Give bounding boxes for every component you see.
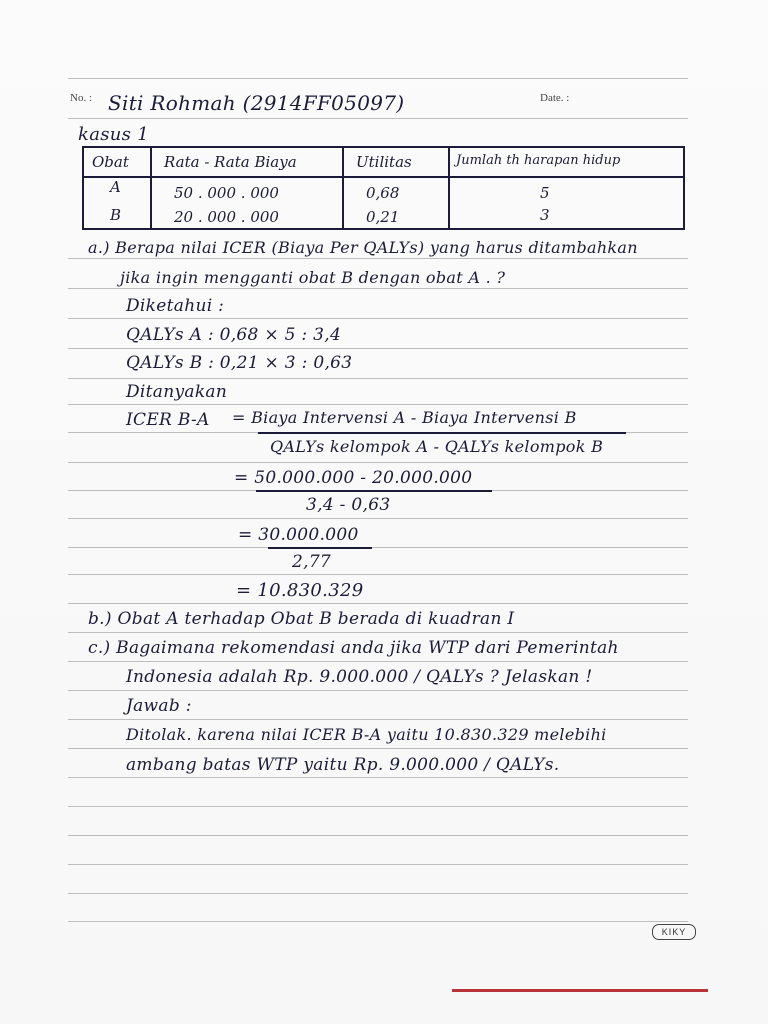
step2-fraction-line bbox=[268, 547, 372, 549]
table-header-cell: Jumlah th harapan hidup bbox=[456, 153, 621, 168]
step1-numerator: = 50.000.000 - 20.000.000 bbox=[234, 468, 473, 488]
table-cell: 5 bbox=[540, 184, 550, 202]
ruled-line bbox=[68, 78, 688, 79]
table-col-divider bbox=[150, 148, 152, 228]
qaly-b-calc: QALYs B : 0,21 × 3 : 0,63 bbox=[126, 353, 353, 373]
table-col-divider bbox=[342, 148, 344, 228]
ruled-line bbox=[68, 118, 688, 119]
ruled-line bbox=[68, 258, 688, 259]
table-header-cell: Rata - Rata Biaya bbox=[164, 153, 297, 171]
question-c-line2: Indonesia adalah Rp. 9.000.000 / QALYs ? Jelaskan ! bbox=[126, 667, 593, 687]
case-title: kasus 1 bbox=[78, 124, 149, 145]
jawab-label: Jawab : bbox=[126, 696, 192, 716]
drug-table bbox=[82, 146, 685, 230]
table-header-cell: Obat bbox=[92, 153, 129, 171]
ruled-line bbox=[68, 748, 688, 749]
answer-line2: ambang batas WTP yaitu Rp. 9.000.000 / QALYs. bbox=[126, 755, 560, 775]
formula-numerator: = Biaya Intervensi A - Biaya Intervensi B bbox=[232, 408, 577, 427]
ruled-line bbox=[68, 835, 688, 836]
ditanyakan-label: Ditanyakan bbox=[126, 382, 228, 402]
ruled-line bbox=[68, 378, 688, 379]
diketahui-label: Diketahui : bbox=[126, 296, 225, 316]
question-b-line1: b.) Obat A terhadap Obat B berada di kuadran I bbox=[88, 609, 515, 629]
answer-line1: Ditolak. karena nilai ICER B-A yaitu 10.830.329 melebihi bbox=[126, 725, 607, 744]
ruled-line bbox=[68, 603, 688, 604]
ruled-line bbox=[68, 690, 688, 691]
ruled-line bbox=[68, 893, 688, 894]
ruled-line bbox=[68, 661, 688, 662]
ruled-line bbox=[68, 921, 688, 922]
step2-numerator: = 30.000.000 bbox=[238, 525, 359, 545]
table-cell: 50 . 000 . 000 bbox=[174, 184, 279, 202]
table-cell: 0,68 bbox=[366, 184, 400, 202]
notebook-brand: KIKY bbox=[652, 924, 696, 940]
ruled-line bbox=[68, 348, 688, 349]
ruled-line bbox=[68, 632, 688, 633]
table-header-cell: Utilitas bbox=[356, 153, 412, 171]
ruled-line bbox=[68, 547, 688, 548]
no-label: No. : bbox=[70, 92, 92, 104]
qaly-a-calc: QALYs A : 0,68 × 5 : 3,4 bbox=[126, 325, 342, 345]
table-cell: A bbox=[110, 178, 121, 196]
step1-fraction-line bbox=[256, 490, 492, 492]
author-name: Siti Rohmah (2914FF05097) bbox=[108, 91, 405, 115]
icer-result: = 10.830.329 bbox=[236, 580, 364, 601]
question-a-line1: a.) Berapa nilai ICER (Biaya Per QALYs) yang harus ditambahkan bbox=[88, 238, 638, 257]
ruled-line bbox=[68, 288, 688, 289]
step1-denominator: 3,4 - 0,63 bbox=[306, 495, 391, 515]
formula-fraction-line bbox=[258, 432, 626, 434]
page-edge-mark bbox=[452, 989, 708, 992]
table-cell: 0,21 bbox=[366, 208, 400, 226]
ruled-line bbox=[68, 719, 688, 720]
date-label: Date. : bbox=[540, 92, 570, 104]
icer-label: ICER B-A bbox=[126, 410, 210, 430]
table-cell: 20 . 000 . 000 bbox=[174, 208, 279, 226]
ruled-line bbox=[68, 404, 688, 405]
ruled-line bbox=[68, 462, 688, 463]
question-c-line1: c.) Bagaimana rekomendasi anda jika WTP dari Pemerintah bbox=[88, 638, 619, 658]
ruled-line bbox=[68, 574, 688, 575]
step2-denominator: 2,77 bbox=[292, 552, 332, 572]
table-cell: 3 bbox=[540, 206, 550, 224]
ruled-line bbox=[68, 518, 688, 519]
question-a-line2: jika ingin mengganti obat B dengan obat A . ? bbox=[120, 268, 506, 287]
table-header-divider bbox=[84, 176, 683, 178]
ruled-line bbox=[68, 318, 688, 319]
ruled-line bbox=[68, 777, 688, 778]
ruled-line bbox=[68, 806, 688, 807]
formula-denominator: QALYs kelompok A - QALYs kelompok B bbox=[270, 437, 604, 456]
table-col-divider bbox=[448, 148, 450, 228]
ruled-line bbox=[68, 864, 688, 865]
table-cell: B bbox=[110, 206, 122, 224]
